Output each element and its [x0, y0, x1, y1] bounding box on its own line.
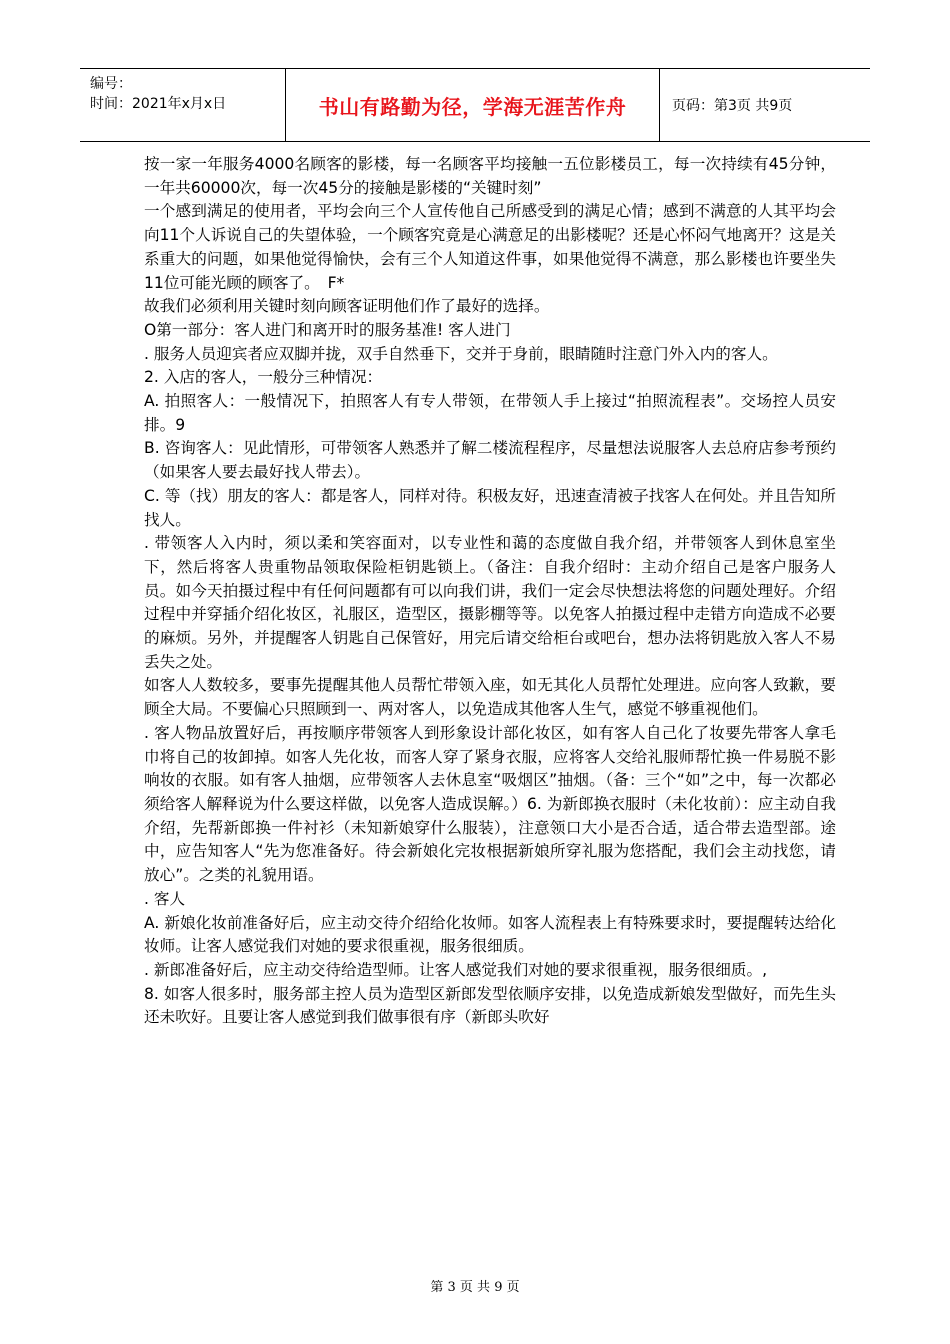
paragraph: 8. 如客人很多时，服务部主控人员为造型区新郎发型依顺序安排，以免造成新娘发型做好，而先生头还未吹好。且要让客人感觉到我们做事很有序（新郎头吹好: [144, 984, 836, 1027]
paragraph: . 客人物品放置好后，再按顺序带领客人到形象设计部化妆区，如有客人自己化了妆要先带客人拿毛巾将自己的妆卸掉。如客人先化妆，而客人穿了紧身衣服，应将客人交给礼服师帮忙换一件易脱不影响妆的衣服。如有客人抽烟，应带领客人去休息室“吸烟区”抽烟。（备：三个“如”之中，每一次都必须给客人解释说为什么要这样做，以免客人造成误解。）6. 为新郎换衣服时（未化妆前）：应主动自我介绍，先帮新郎换一件衬衫（未知新娘穿什么服装），注意领口大小是否合适，适合带去造型部。途中，应告知客人“先为您准备好。待会新娘化完妆根据新娘所穿礼服为您搭配，我们会主动找您，请放心”。之类的礼貌用语。: [144, 723, 836, 885]
paragraph: A. 新娘化妆前准备好后，应主动交待介绍给化妆师。如客人流程表上有特殊要求时，要提醒转达给化妆师。让客人感觉我们对她的要求很重视，服务很细质。: [144, 913, 836, 956]
section-heading: O第一部分：客人进门和离开时的服务基准! 客人进门: [144, 320, 511, 339]
paragraph: . 客人: [144, 889, 186, 908]
paragraph: . 带领客人入内时，须以柔和笑容面对，以专业性和蔼的态度做自我介绍，并带领客人到休息室坐下，然后将客人贵重物品领取保险柜钥匙锁上。（备注：自我介绍时：主动介绍自己是客户服务人员。如今天拍摄过程中有任何问题都有可以向我们讲，我们一定会尽快想法将您的问题处理好。介绍过程中并穿插介绍化妆区，礼服区，造型区，摄影棚等等。以免客人拍摄过程中走错方向造成不必要的麻烦。另外，并提醒客人钥匙自己保管好，用完后请交给柜台或吧台，想办法将钥匙放入客人不易丢失之处。: [144, 534, 836, 671]
header-page-number: 页码：第3页 共9页: [672, 98, 793, 114]
paragraph: 按一家一年服务4000名顾客的影楼，每一名顾客平均接触一五位影楼员工，每一次持续有45分钟，一年共60000次，每一次45分的接触是影楼的“关键时刻”: [144, 155, 836, 197]
paragraph: 故我们必须利用关键时刻向顾客证明他们作了最好的选择。: [144, 297, 550, 316]
document-body: [144, 153, 836, 1030]
page-header: [80, 68, 870, 142]
paragraph: 一个感到满足的使用者，平均会向三个人宣传他自己所感受到的满足心情；感到不满意的人其平均会向11个人诉说自己的失望体验，一个顾客究竟是心满意足的出影楼呢？还是心怀闷气地离开？这是关系重大的问题，如果他觉得愉快，会有三个人知道这件事，如果他觉得不满意，那么影楼也许要坐失11位可能光顾的顾客了。 F*: [144, 202, 836, 292]
paragraph: . 服务人员迎宾者应双脚并拢，双手自然垂下，交并于身前，眼睛随时注意门外入内的客人。: [144, 344, 778, 363]
paragraph: A. 拍照客人：一般情况下，拍照客人有专人带领，在带领人手上接过“拍照流程表”。交场控人员安排。9: [144, 392, 836, 434]
paragraph: 如客人人数较多，要事先提醒其他人员帮忙带领入座，如无其化人员帮忙处理进。应向客人致歉，要顾全大局。不要偏心只照顾到一、两对客人，以免造成其他客人生气，感觉不够重视他们。: [144, 676, 836, 719]
paragraph: 2. 入店的客人，一般分三种情况：: [144, 368, 383, 387]
paragraph: B. 咨询客人：见此情形，可带领客人熟悉并了解二楼流程程序，尽量想法说服客人去总府店参考预约（如果客人要去最好找人带去）。: [144, 439, 836, 482]
code-label: 编号：: [90, 76, 132, 92]
header-motto: 书山有路勤为径，学海无涯苦作舟: [285, 69, 660, 141]
date-label: 时间：2021年x月x日: [90, 96, 227, 112]
paragraph: . 新郎准备好后，应主动交待给造型师。让客人感觉我们对她的要求很重视，服务很细质。,: [144, 960, 768, 979]
page-footer: 第 3 页 共 9 页: [430, 1280, 520, 1295]
paragraph: C. 等（找）朋友的客人：都是客人，同样对待。积极友好，迅速查清被子找客人在何处。并且告知所找人。: [144, 486, 836, 529]
header-meta: [80, 69, 285, 141]
